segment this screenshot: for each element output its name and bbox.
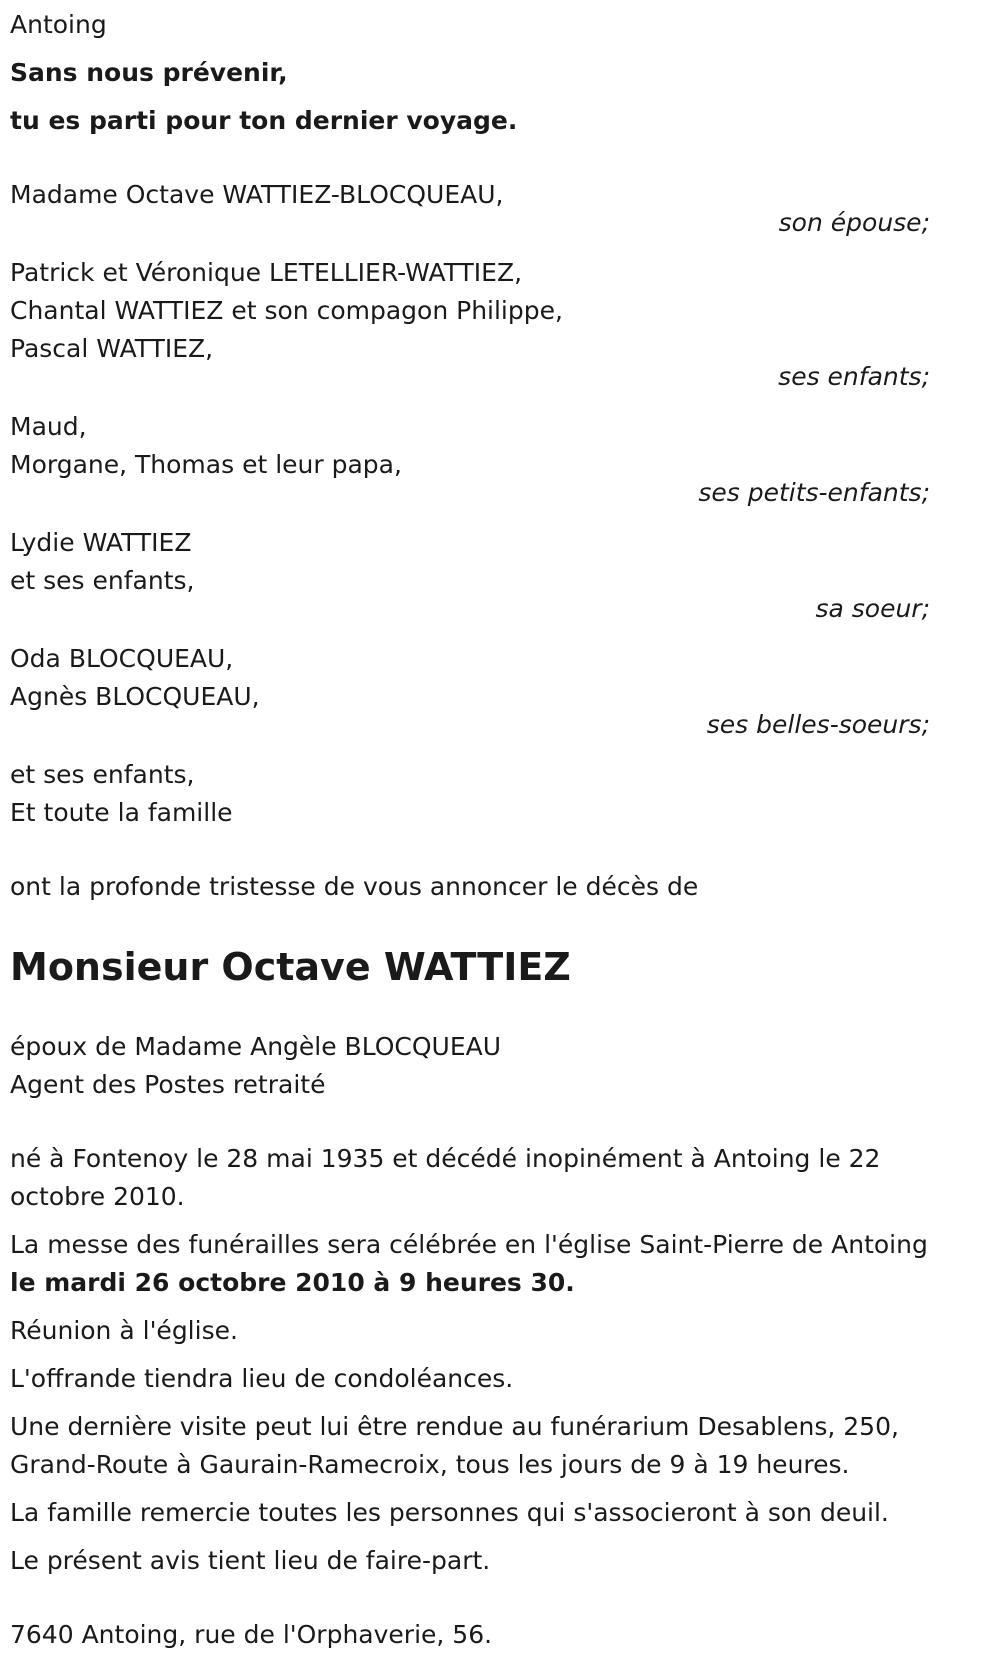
family-group-spouse (10, 176, 990, 238)
family-name-line: et ses enfants, (10, 760, 195, 789)
family-role: sa soeur; (815, 594, 930, 623)
family-name-line: Morgane, Thomas et leur papa, (10, 450, 402, 479)
family-name-line: Agnès BLOCQUEAU, (10, 682, 260, 711)
meeting-text: Réunion à l'église. (10, 1316, 238, 1345)
town-label: Antoing (10, 10, 107, 39)
family-role: ses petits-enfants; (698, 478, 930, 507)
family-group-others (10, 756, 990, 832)
family-group-children (10, 254, 990, 392)
family-name-line: Madame Octave WATTIEZ-BLOCQUEAU, (10, 180, 504, 209)
family-name-line: Chantal WATTIEZ et son compagon Philippe, (10, 296, 563, 325)
visit-text: Une dernière visite peut lui être rendue au funérarium Desablens, 250, Grand-Route à Gaurain-Ramecroix, tous les jours de 9 à 19 heures. (10, 1412, 899, 1479)
family-name-line: Oda BLOCQUEAU, (10, 644, 234, 673)
family-name-line: Et toute la famille (10, 798, 233, 827)
offering-text: L'offrande tiendra lieu de condoléances. (10, 1364, 514, 1393)
spouse-line: époux de Madame Angèle BLOCQUEAU (10, 1032, 502, 1061)
verse-line-1: Sans nous prévenir, (10, 58, 288, 87)
birth-death-text: né à Fontenoy le 28 mai 1935 et décédé inopinément à Antoing le 22 octobre 2010. (10, 1144, 881, 1211)
funeral-text: La messe des funérailles sera célébrée en l'église Saint-Pierre de Antoing (10, 1230, 928, 1259)
funeral-date: le mardi 26 octobre 2010 à 9 heures 30. (10, 1268, 575, 1297)
announcement-text: ont la profonde tristesse de vous annoncer le décès de (10, 872, 699, 901)
deceased-name: Monsieur Octave WATTIEZ (10, 945, 571, 989)
family-group-sister (10, 524, 990, 624)
family-name-line: et ses enfants, (10, 566, 195, 595)
family-name-line: Lydie WATTIEZ (10, 528, 192, 557)
family-role: ses enfants; (778, 362, 930, 391)
family-group-grandchildren (10, 408, 990, 508)
verse-line-2: tu es parti pour ton dernier voyage. (10, 106, 518, 135)
profession-line: Agent des Postes retraité (10, 1070, 326, 1099)
family-role: ses belles-soeurs; (706, 710, 930, 739)
family-role: son épouse; (778, 208, 930, 237)
family-group-sisters-in-law (10, 640, 990, 740)
notice-text: Le présent avis tient lieu de faire-part. (10, 1546, 491, 1575)
family-name-line: Maud, (10, 412, 87, 441)
family-name-line: Pascal WATTIEZ, (10, 334, 214, 363)
family-name-line: Patrick et Véronique LETELLIER-WATTIEZ, (10, 258, 523, 287)
thanks-text: La famille remercie toutes les personnes qui s'associeront à son deuil. (10, 1498, 889, 1527)
address-text: 7640 Antoing, rue de l'Orphaverie, 56. (10, 1620, 493, 1649)
